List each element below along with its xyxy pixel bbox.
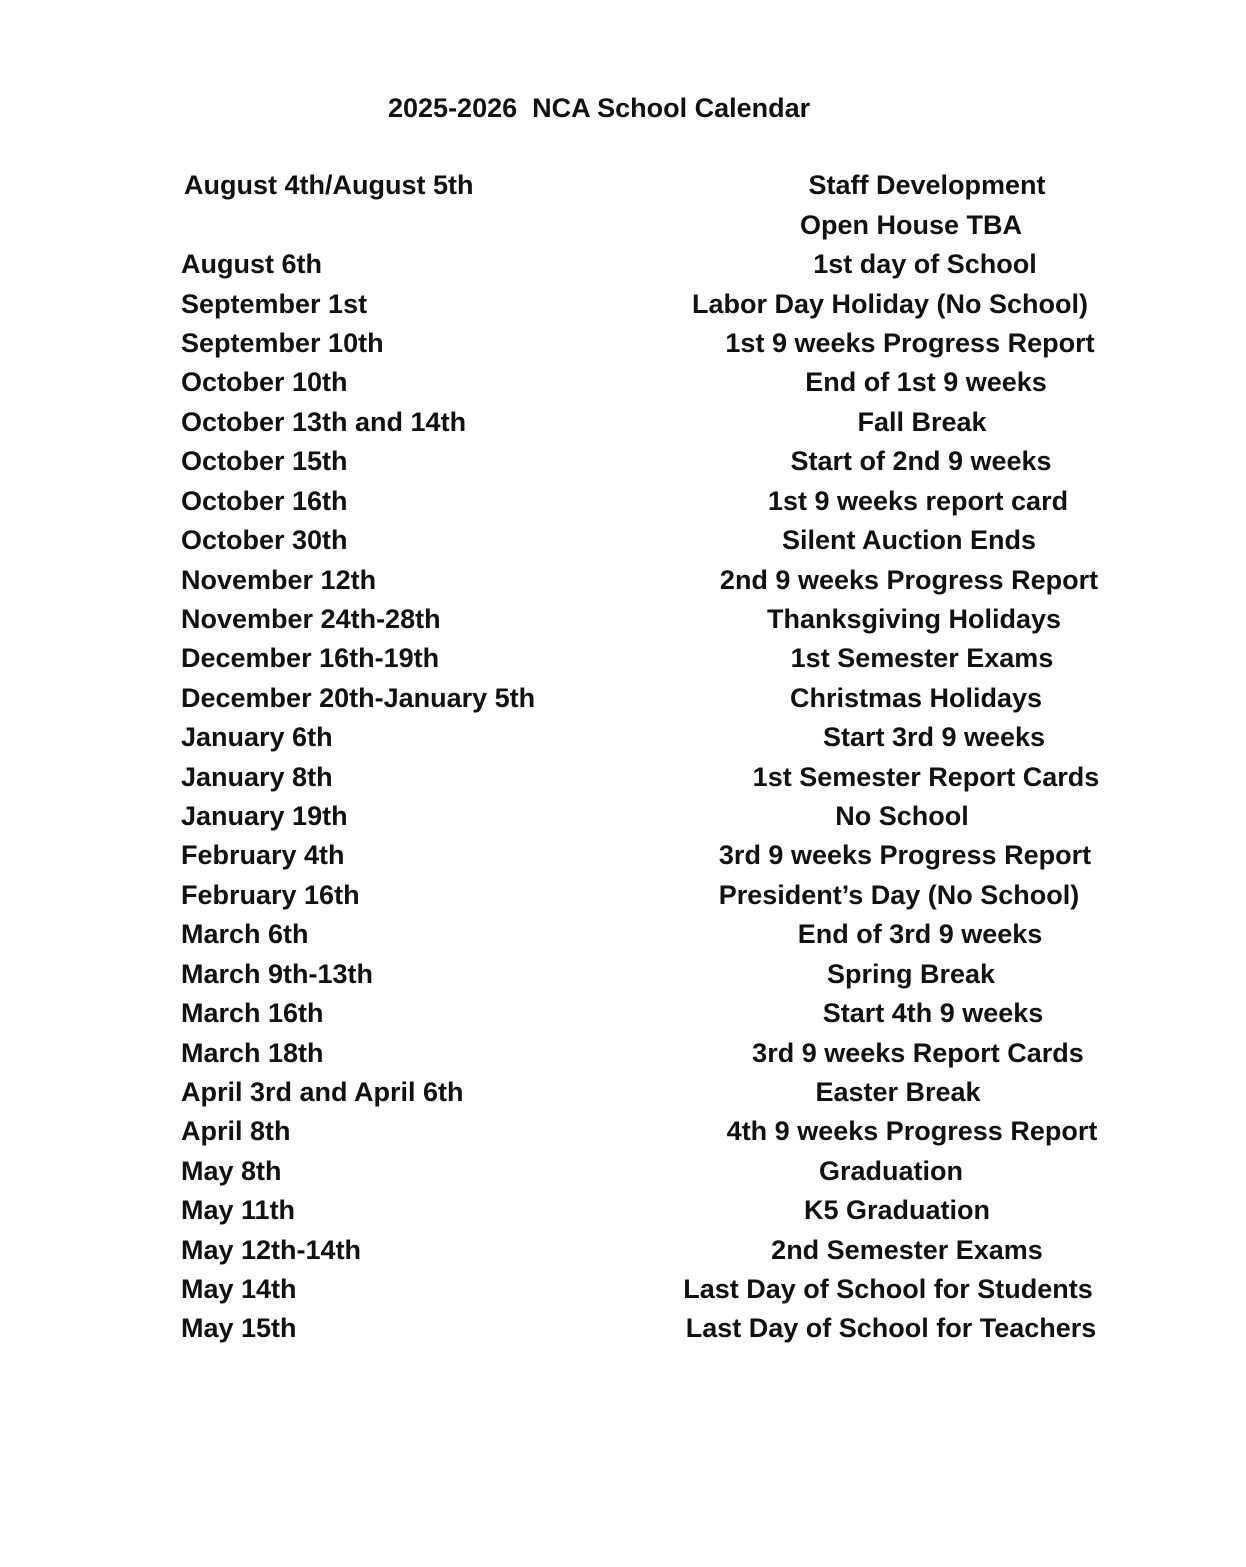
- calendar-row: [0, 166, 1246, 204]
- calendar-date: January 6th: [181, 722, 333, 752]
- calendar-event: Labor Day Holiday (No School): [691, 289, 1089, 319]
- calendar-event: End of 3rd 9 weeks: [797, 919, 1043, 949]
- calendar-date: January 19th: [181, 801, 348, 831]
- calendar-row: [0, 1191, 1246, 1229]
- calendar-row: [0, 1270, 1246, 1308]
- calendar-event: Start 3rd 9 weeks: [822, 722, 1046, 752]
- calendar-event: President’s Day (No School): [718, 880, 1080, 910]
- calendar-row: [0, 797, 1246, 835]
- calendar-event: Fall Break: [857, 407, 987, 437]
- calendar-event: Silent Auction Ends: [781, 525, 1037, 555]
- calendar-date: August 4th/August 5th: [184, 170, 474, 200]
- calendar-row: [0, 363, 1246, 401]
- calendar-date: November 12th: [181, 565, 377, 595]
- calendar-row: [0, 561, 1246, 599]
- calendar-event: Staff Development: [808, 170, 1046, 200]
- calendar-row: [0, 206, 1246, 244]
- calendar-row: [0, 1309, 1246, 1347]
- calendar-date: March 16th: [181, 998, 324, 1028]
- calendar-date: October 15th: [181, 446, 348, 476]
- calendar-date: January 8th: [181, 762, 333, 792]
- calendar-date: December 20th-January 5th: [181, 683, 536, 713]
- calendar-event: No School: [835, 801, 969, 831]
- calendar-row: [0, 521, 1246, 559]
- calendar-date: May 14th: [181, 1274, 297, 1304]
- calendar-row: [0, 324, 1246, 362]
- calendar-date: December 16th-19th: [181, 643, 440, 673]
- calendar-row: [0, 679, 1246, 717]
- calendar-row: [0, 245, 1246, 283]
- calendar-row: [0, 1112, 1246, 1150]
- calendar-row: [0, 915, 1246, 953]
- calendar-event: Thanksgiving Holidays: [766, 604, 1062, 634]
- calendar-row: [0, 285, 1246, 323]
- calendar-event: 1st Semester Exams: [790, 643, 1054, 673]
- calendar-row: [0, 442, 1246, 480]
- calendar-event: 3rd 9 weeks Report Cards: [752, 1038, 1084, 1068]
- calendar-event: 2nd 9 weeks Progress Report: [719, 565, 1099, 595]
- calendar-event: 1st 9 weeks report card: [767, 486, 1069, 516]
- calendar-event: Start 4th 9 weeks: [822, 998, 1044, 1028]
- calendar-row: [0, 955, 1246, 993]
- calendar-date: April 8th: [181, 1116, 291, 1146]
- calendar-event: 2nd Semester Exams: [771, 1235, 1043, 1265]
- calendar-date: February 4th: [181, 840, 345, 870]
- calendar-date: May 11th: [181, 1195, 296, 1225]
- calendar-date: October 16th: [181, 486, 348, 516]
- calendar-date: August 6th: [181, 249, 322, 279]
- calendar-event: Graduation: [818, 1156, 964, 1186]
- calendar-event: Last Day of School for Students: [683, 1274, 1093, 1304]
- calendar-date: February 16th: [181, 880, 360, 910]
- calendar-date: October 13th and 14th: [181, 407, 467, 437]
- calendar-date: September 10th: [181, 328, 384, 358]
- calendar-date: March 6th: [181, 919, 309, 949]
- calendar-event: Spring Break: [826, 959, 996, 989]
- calendar-row: [0, 1073, 1246, 1111]
- calendar-event: 4th 9 weeks Progress Report: [726, 1116, 1098, 1146]
- calendar-event: End of 1st 9 weeks: [805, 367, 1047, 397]
- calendar-event: Start of 2nd 9 weeks: [790, 446, 1052, 476]
- calendar-row: [0, 836, 1246, 874]
- calendar-row: [0, 1034, 1246, 1072]
- calendar-date: September 1st: [181, 289, 368, 319]
- calendar-row: [0, 758, 1246, 796]
- calendar-event: 3rd 9 weeks Progress Report: [718, 840, 1092, 870]
- calendar-row: [0, 639, 1246, 677]
- calendar-date: May 15th: [181, 1313, 297, 1343]
- calendar-row: [0, 600, 1246, 638]
- calendar-event: 1st 9 weeks Progress Report: [725, 328, 1095, 358]
- calendar-event: 1st Semester Report Cards: [752, 762, 1100, 792]
- calendar-row: [0, 994, 1246, 1032]
- calendar-row: [0, 482, 1246, 520]
- calendar-event: K5 Graduation: [803, 1195, 991, 1225]
- calendar-date: November 24th-28th: [181, 604, 441, 634]
- calendar-row: [0, 876, 1246, 914]
- calendar-date: May 12th-14th: [181, 1235, 362, 1265]
- calendar-date: March 18th: [181, 1038, 324, 1068]
- calendar-event: Last Day of School for Teachers: [685, 1313, 1097, 1343]
- calendar-row: [0, 718, 1246, 756]
- calendar-date: October 10th: [181, 367, 348, 397]
- calendar-row: [0, 1231, 1246, 1269]
- page-title: 2025-2026 NCA School Calendar: [388, 93, 811, 123]
- calendar-event: Open House TBA: [799, 210, 1023, 240]
- calendar-row: [0, 1152, 1246, 1190]
- calendar-date: October 30th: [181, 525, 348, 555]
- calendar-row: [0, 403, 1246, 441]
- calendar-event: 1st day of School: [813, 249, 1037, 279]
- calendar-event: Christmas Holidays: [789, 683, 1043, 713]
- calendar-date: May 8th: [181, 1156, 282, 1186]
- calendar-date: April 3rd and April 6th: [181, 1077, 464, 1107]
- calendar-event: Easter Break: [815, 1077, 981, 1107]
- calendar-date: March 9th-13th: [181, 959, 374, 989]
